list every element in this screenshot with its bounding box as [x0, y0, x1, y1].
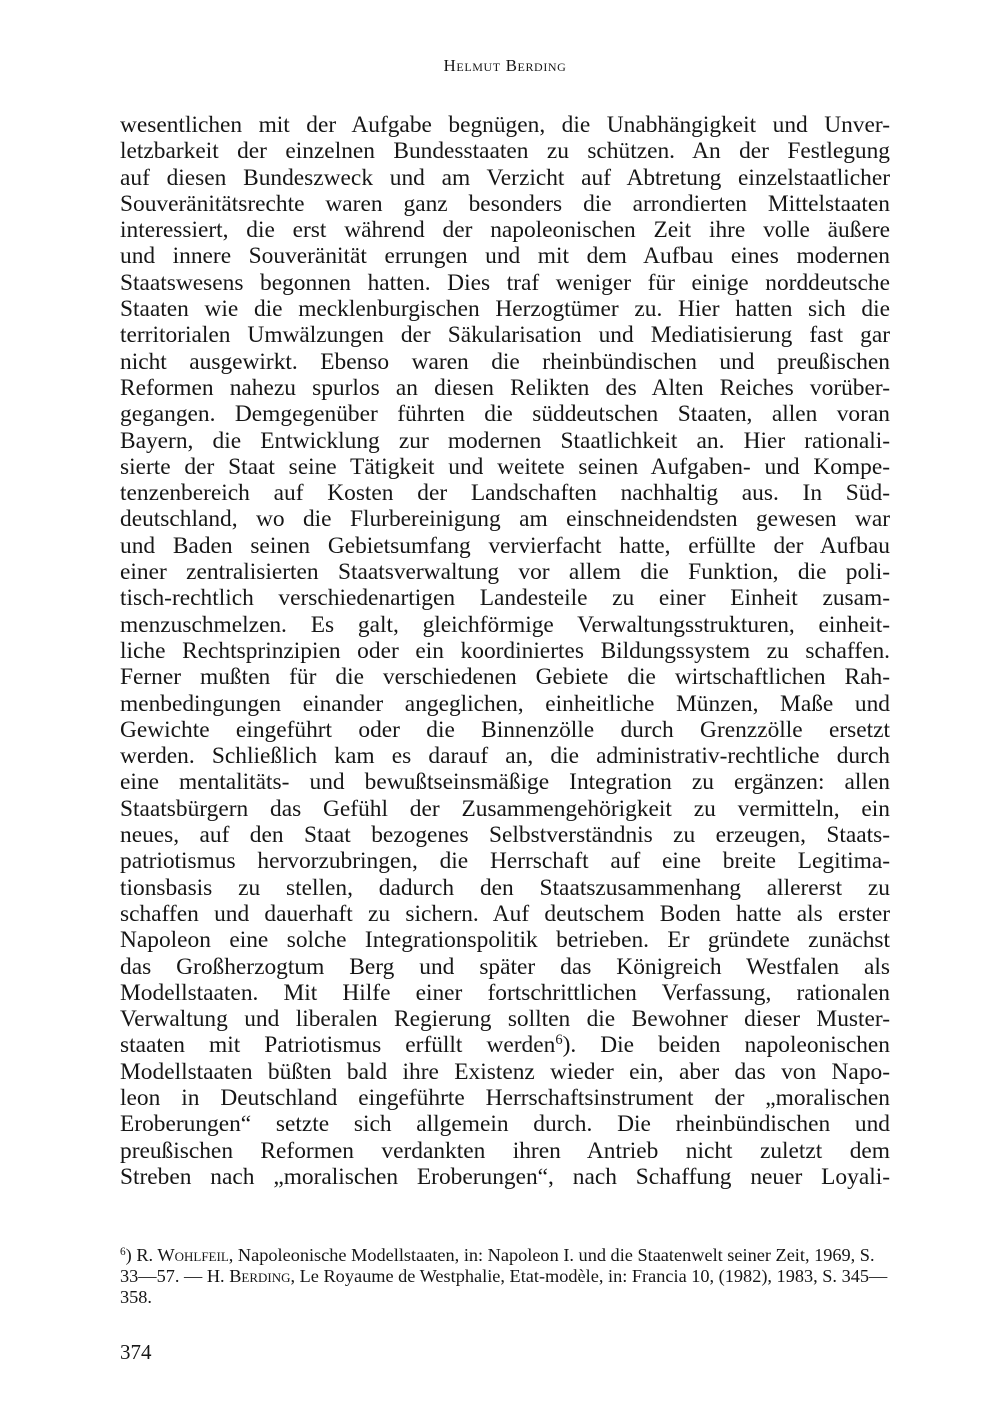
footnote: $^6$) R. Wohlfeil, Napoleonische Modellstaaten, in: Napoleon I. und die Staatenwelt seiner Zeit, 1969, S. 33—57. — H. Berding, Le Royaume de Westphalie, Etat-modèle, in: Francia 10, (1982), 1983, S. 345—358.	[120, 1245, 888, 1307]
text-line: und Baden seinen Gebietsumfang vervierfacht hatte, erfüllte der Aufbau	[120, 532, 890, 559]
footnotes	[120, 1245, 890, 1308]
text-line: Staatsbürgern das Gefühl der Zusammengehörigkeit zu vermitteln, ein	[120, 795, 890, 822]
body-text	[120, 112, 890, 1190]
text-line: territorialen Umwälzungen der Säkularisation und Mediatisierung fast gar	[120, 322, 890, 349]
text-line: preußischen Reformen verdankten ihren Antrieb nicht zuletzt dem	[120, 1137, 890, 1164]
running-head: Helmut Berding	[443, 56, 567, 75]
text-line: menbedingungen einander angeglichen, einheitliche Münzen, Maße und	[120, 690, 890, 717]
footnote-text-1: , Napoleonische Modellstaaten, in: Napoleon I. und die Staatenwelt seiner Zeit, 1969, S. 33—57. — H.	[120, 1245, 875, 1286]
text-line: Reformen nahezu spurlos an diesen Relikten des Alten Reiches vorüber-	[120, 374, 890, 401]
text-line: leon in Deutschland eingeführte Herrschaftsinstrument der „moralischen	[120, 1084, 890, 1111]
footnote-text-2: , Le Royaume de Westphalie, Etat-modèle, in: Francia 10, (1982), 1983, S. 345—358.	[120, 1266, 888, 1307]
text-line: Bayern, die Entwicklung zur modernen Staatlichkeit an. Hier rationali-	[120, 427, 890, 454]
text-line: deutschland, wo die Flurbereinigung am einschneidendsten gewesen war	[120, 506, 890, 533]
footnote-marker: 6	[120, 1245, 126, 1258]
text-line: interessiert, die erst während der napoleonischen Zeit ihre volle äußere	[120, 217, 890, 244]
text-line: wesentlichen mit der Aufgabe begnügen, die Unabhängigkeit und Unver-	[120, 112, 890, 138]
text-line: auf diesen Bundeszweck und am Verzicht auf Abtretung einzelstaatlicher	[120, 164, 890, 191]
text-line: tenzenbereich auf Kosten der Landschaften nachhaltig aus. In Süd-	[120, 480, 890, 507]
text-line: eine mentalitäts- und bewußtseinsmäßige Integration zu ergänzen: allen	[120, 769, 890, 796]
text-line: letzbarkeit der einzelnen Bundesstaaten zu schützen. An der Festlegung	[120, 138, 890, 165]
text-line: Staaten wie die mecklenburgischen Herzogtümer zu. Hier hatten sich die	[120, 296, 890, 323]
text-line: gegangen. Demgegenüber führten die süddeutschen Staaten, allen voran	[120, 401, 890, 428]
text-line: und innere Souveränität errungen und mit dem Aufbau eines modernen	[120, 243, 890, 270]
text-line: neues, auf den Staat bezogenes Selbstverständnis zu erzeugen, Staats-	[120, 822, 890, 849]
text-line: einer zentralisierten Staatsverwaltung vor allem die Funktion, die poli-	[120, 559, 890, 586]
text-line: patriotismus hervorzubringen, die Herrschaft auf eine breite Legitima-	[120, 848, 890, 875]
text-line-with-footnote-ref	[120, 1032, 890, 1058]
text-line: Streben nach „moralischen Eroberungen“, nach Schaffung neuer Loyali-	[120, 1163, 890, 1190]
text-line: Souveränitätsrechte waren ganz besonders die arrondierten Mittelstaaten	[120, 190, 890, 217]
text-line: Napoleon eine solche Integrationspolitik betrieben. Er gründete zunächst	[120, 927, 890, 954]
text-segment: ). Die beiden napoleonischen	[562, 1032, 891, 1059]
text-line: das Großherzogtum Berg und später das Königreich Westfalen als	[120, 953, 890, 980]
text-line: menzuschmelzen. Es galt, gleichförmige Verwaltungsstrukturen, einheit-	[120, 611, 890, 638]
text-line: Staatswesens begonnen hatten. Dies traf weniger für einige norddeutsche	[120, 269, 890, 296]
text-line: Modellstaaten büßten bald ihre Existenz wieder ein, aber das von Napo-	[120, 1058, 890, 1085]
text-line: Verwaltung und liberalen Regierung sollten die Bewohner dieser Muster-	[120, 1006, 890, 1033]
text-line: Ferner mußten für die verschiedenen Gebiete die wirtschaftlichen Rah-	[120, 664, 890, 691]
text-line: nicht ausgewirkt. Ebenso waren die rheinbündischen und preußischen	[120, 348, 890, 375]
text-line: werden. Schließlich kam es darauf an, die administrativ-rechtliche durch	[120, 743, 890, 770]
footnote-author-1: R. Wohlfeil	[136, 1245, 229, 1265]
footnote-author-2: Berding	[229, 1266, 291, 1286]
text-line: sierte der Staat seine Tätigkeit und weitete seinen Aufgaben- und Kompe-	[120, 453, 890, 480]
text-line: schaffen und dauerhaft zu sichern. Auf deutschem Boden hatte als erster	[120, 900, 890, 927]
text-line: liche Rechtsprinzipien oder ein koordiniertes Bildungssystem zu schaffen.	[120, 637, 890, 664]
page-number: 374	[120, 1340, 152, 1364]
text-line: Modellstaaten. Mit Hilfe einer fortschrittlichen Verfassung, rationalen	[120, 979, 890, 1006]
text-line: tionsbasis zu stellen, dadurch den Staatszusammenhang allererst zu	[120, 874, 890, 901]
text-line: Gewichte eingeführt oder die Binnenzölle durch Grenzzölle ersetzt	[120, 716, 890, 743]
text-line: Eroberungen“ setzte sich allgemein durch. Die rheinbündischen und	[120, 1111, 890, 1138]
text-segment: staaten mit Patriotismus erfüllt werden	[120, 1032, 556, 1059]
footnote-reference[interactable]: 6	[555, 1032, 563, 1049]
text-line: tisch-rechtlich verschiedenartigen Landesteile zu einer Einheit zusam-	[120, 585, 890, 612]
